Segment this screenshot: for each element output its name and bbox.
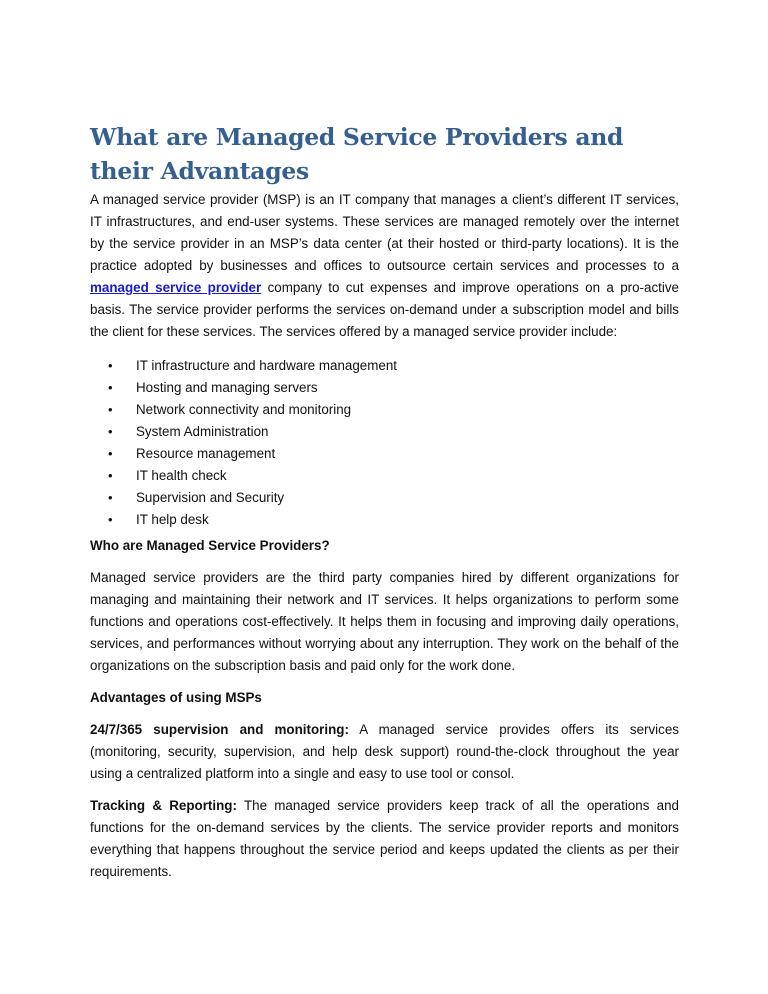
- advantage-text: A managed service provides offers its services (monitoring, security, supervision, and help desk support) round-the-clock throughout the year using a centralized platform into a single and easy to use tool or consol.: [90, 722, 679, 781]
- advantage-paragraph: [90, 795, 679, 883]
- list-item: [108, 487, 679, 509]
- list-item-text: IT health check: [136, 468, 227, 483]
- list-item-text: IT help desk: [136, 512, 209, 527]
- advantage-label: 24/7/365 supervision and monitoring:: [90, 722, 349, 737]
- bullet-icon: •: [108, 358, 113, 373]
- bullet-icon: •: [108, 402, 113, 417]
- list-item: [108, 421, 679, 443]
- list-item-text: IT infrastructure and hardware management: [136, 358, 398, 373]
- list-item-text: System Administration: [136, 424, 269, 439]
- list-item: [108, 355, 679, 377]
- intro-paragraph: [90, 189, 679, 343]
- advantage-paragraph: [90, 719, 679, 785]
- bullet-icon: •: [108, 490, 113, 505]
- list-item: [108, 443, 679, 465]
- who-paragraph: Managed service providers are the third party companies hired by different organizations for managing and maintaining their network and IT services. It helps organizations to perform some functions and operations cost-effectively. It helps them in focusing and improving daily operations, services, and performances without worrying about any interruption. They work on the behalf of the organizations on the subscription basis and paid only for the work done.: [90, 570, 679, 673]
- list-item: [108, 465, 679, 487]
- bullet-icon: •: [108, 446, 113, 461]
- bullet-icon: •: [108, 468, 113, 483]
- advantage-text: The managed service providers keep track of all the operations and functions for the on-demand services by the clients. The service provider reports and monitors everything that happens throughout the service period and keeps updated the clients as per their requirements.: [90, 798, 679, 879]
- list-item: [108, 509, 679, 531]
- document-page: [90, 120, 679, 883]
- bullet-icon: •: [108, 424, 113, 439]
- list-item-text: Resource management: [136, 446, 276, 461]
- list-item-text: Network connectivity and monitoring: [136, 402, 352, 417]
- document-title: What are Managed Service Providers and their Advantages: [90, 123, 624, 185]
- list-item-text: Supervision and Security: [136, 490, 285, 505]
- bullet-icon: •: [108, 512, 113, 527]
- list-item: [108, 377, 679, 399]
- section-heading-advantages: Advantages of using MSPs: [90, 690, 262, 705]
- list-item: [108, 399, 679, 421]
- intro-text-after-link: company to cut expenses and improve operations on a pro-active basis. The service provider performs the services on-demand under a subscription model and bills the client for these services. The services offered by a managed service provider include:: [90, 280, 679, 339]
- services-list: [90, 355, 679, 531]
- intro-text-before-link: A managed service provider (MSP) is an IT company that manages a client’s different IT services, IT infrastructures, and end-user systems. These services are managed remotely over the internet by the service provider in an MSP’s data center (at their hosted or third-party locations). It is the practice adopted by businesses and offices to outsource certain services and processes to a: [90, 192, 679, 273]
- managed-service-provider-link[interactable]: managed service provider: [90, 280, 262, 295]
- list-item-text: Hosting and managing servers: [136, 380, 318, 395]
- section-heading-who: Who are Managed Service Providers?: [90, 538, 330, 553]
- bullet-icon: •: [108, 380, 113, 395]
- advantage-label: Tracking & Reporting:: [90, 798, 237, 813]
